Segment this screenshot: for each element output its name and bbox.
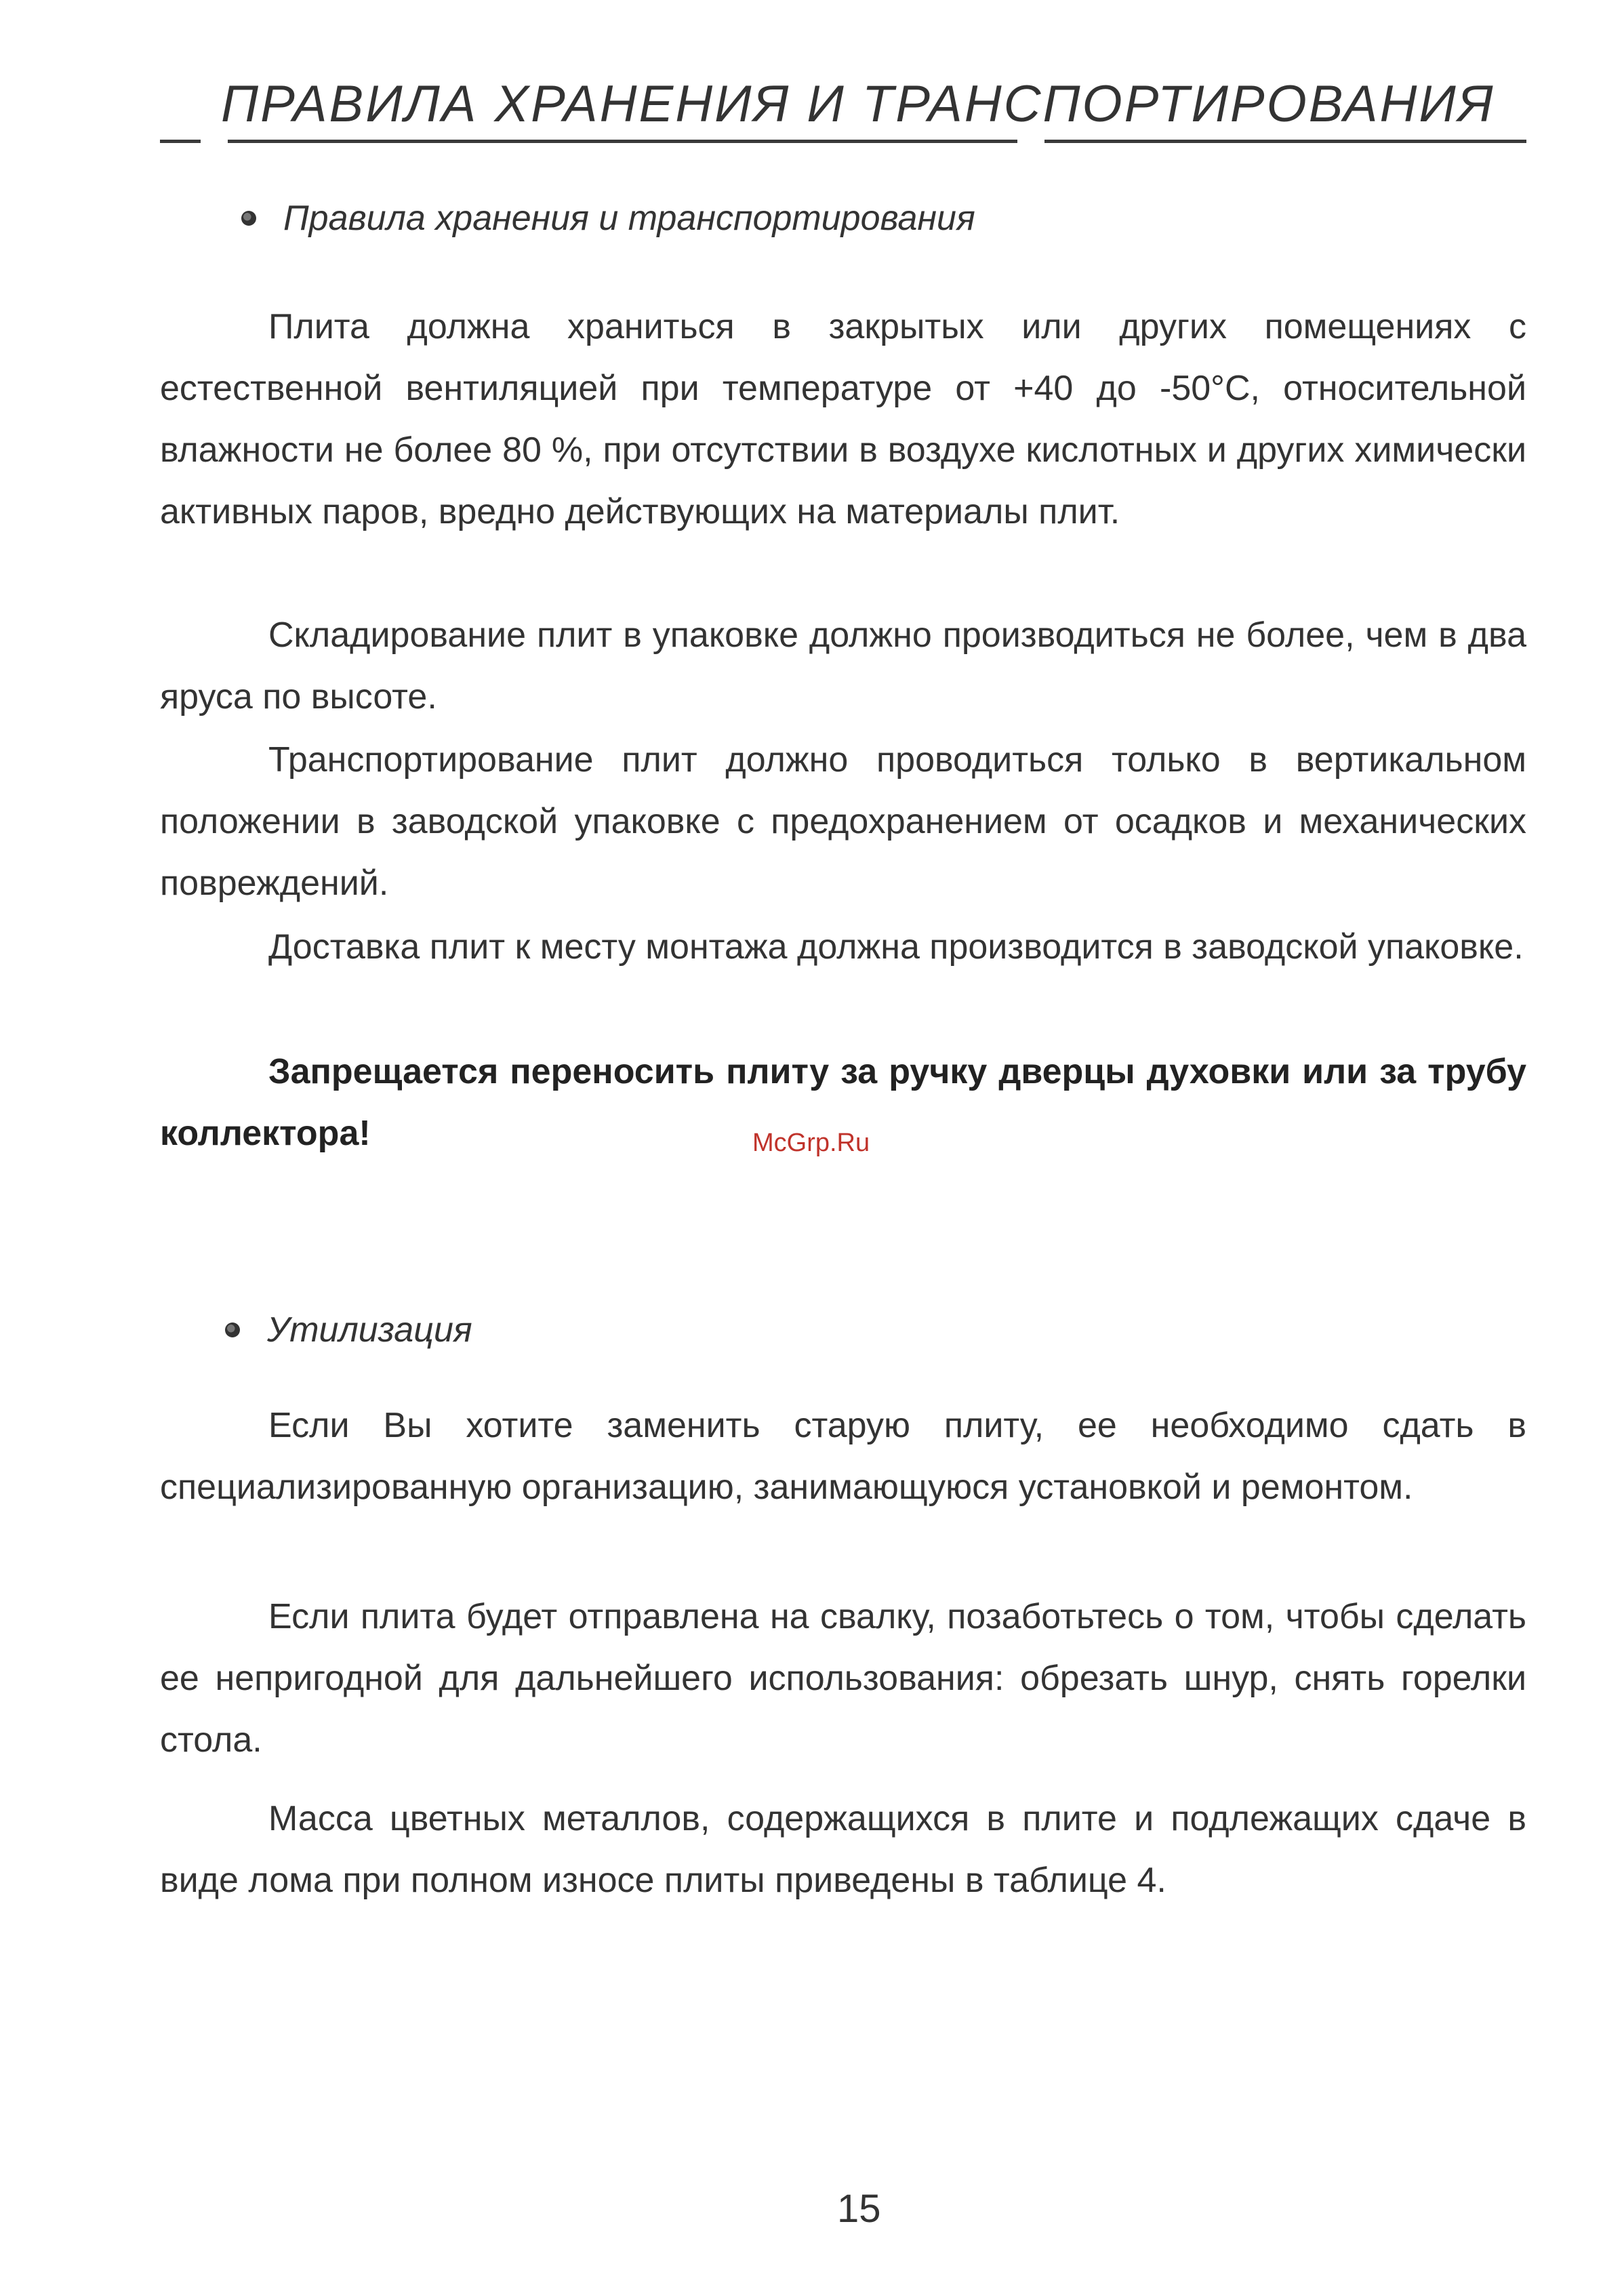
title-underline: [160, 140, 1526, 143]
page-title: ПРАВИЛА ХРАНЕНИЯ И ТРАНСПОРТИРОВАНИЯ: [221, 75, 1495, 133]
section-heading-text: Утилизация: [267, 1310, 472, 1350]
bullet-icon: [225, 1322, 240, 1337]
section-heading-text: Правила хранения и транспортирования: [283, 199, 975, 238]
paragraph: Если плита будет отправлена на свалку, позаботьтесь о том, чтобы сделать ее непригодной для дальнейшего использования: обрезать шнур, снять горелки стола.: [160, 1597, 1526, 1760]
paragraph: Плита должна храниться в закрытых или других помещениях с естественной вентиляцией при температуре от +40 до -50°C, относительной влажности не более 80 %, при отсутствии в воздухе кислотных и других химически активных паров, вредно действующих на материалы плит.: [160, 307, 1526, 531]
bullet-icon: [241, 211, 256, 226]
underline-gap: [201, 137, 228, 145]
paragraph: Транспортирование плит должно проводиться только в вертикальном положении в заводской упаковке с предохранением от осадков и механических повреждений.: [160, 740, 1526, 903]
section-heading-storage: [241, 198, 975, 239]
section-heading-disposal: [225, 1310, 472, 1350]
paragraph: Доставка плит к месту монтажа должна производится в заводской упаковке.: [268, 927, 1524, 967]
paragraph: Если Вы хотите заменить старую плиту, ее необходимо сдать в специализированную организацию, занимающуюся установкой и ремонтом.: [160, 1406, 1526, 1507]
title-block: [160, 75, 1526, 149]
paragraph: Масса цветных металлов, содержащихся в плите и подлежащих сдаче в виде лома при полном износе плиты приведены в таблице 4.: [160, 1799, 1526, 1900]
watermark: McGrp.Ru: [752, 1129, 870, 1157]
underline-gap: [1017, 137, 1044, 145]
paragraph: Складирование плит в упаковке должно производиться не более, чем в два яруса по высоте.: [160, 615, 1526, 716]
page-number: 15: [837, 2187, 881, 2231]
warning-paragraph: Запрещается переносить плиту за ручку дверцы духовки или за трубу коллектора!: [160, 1052, 1526, 1153]
